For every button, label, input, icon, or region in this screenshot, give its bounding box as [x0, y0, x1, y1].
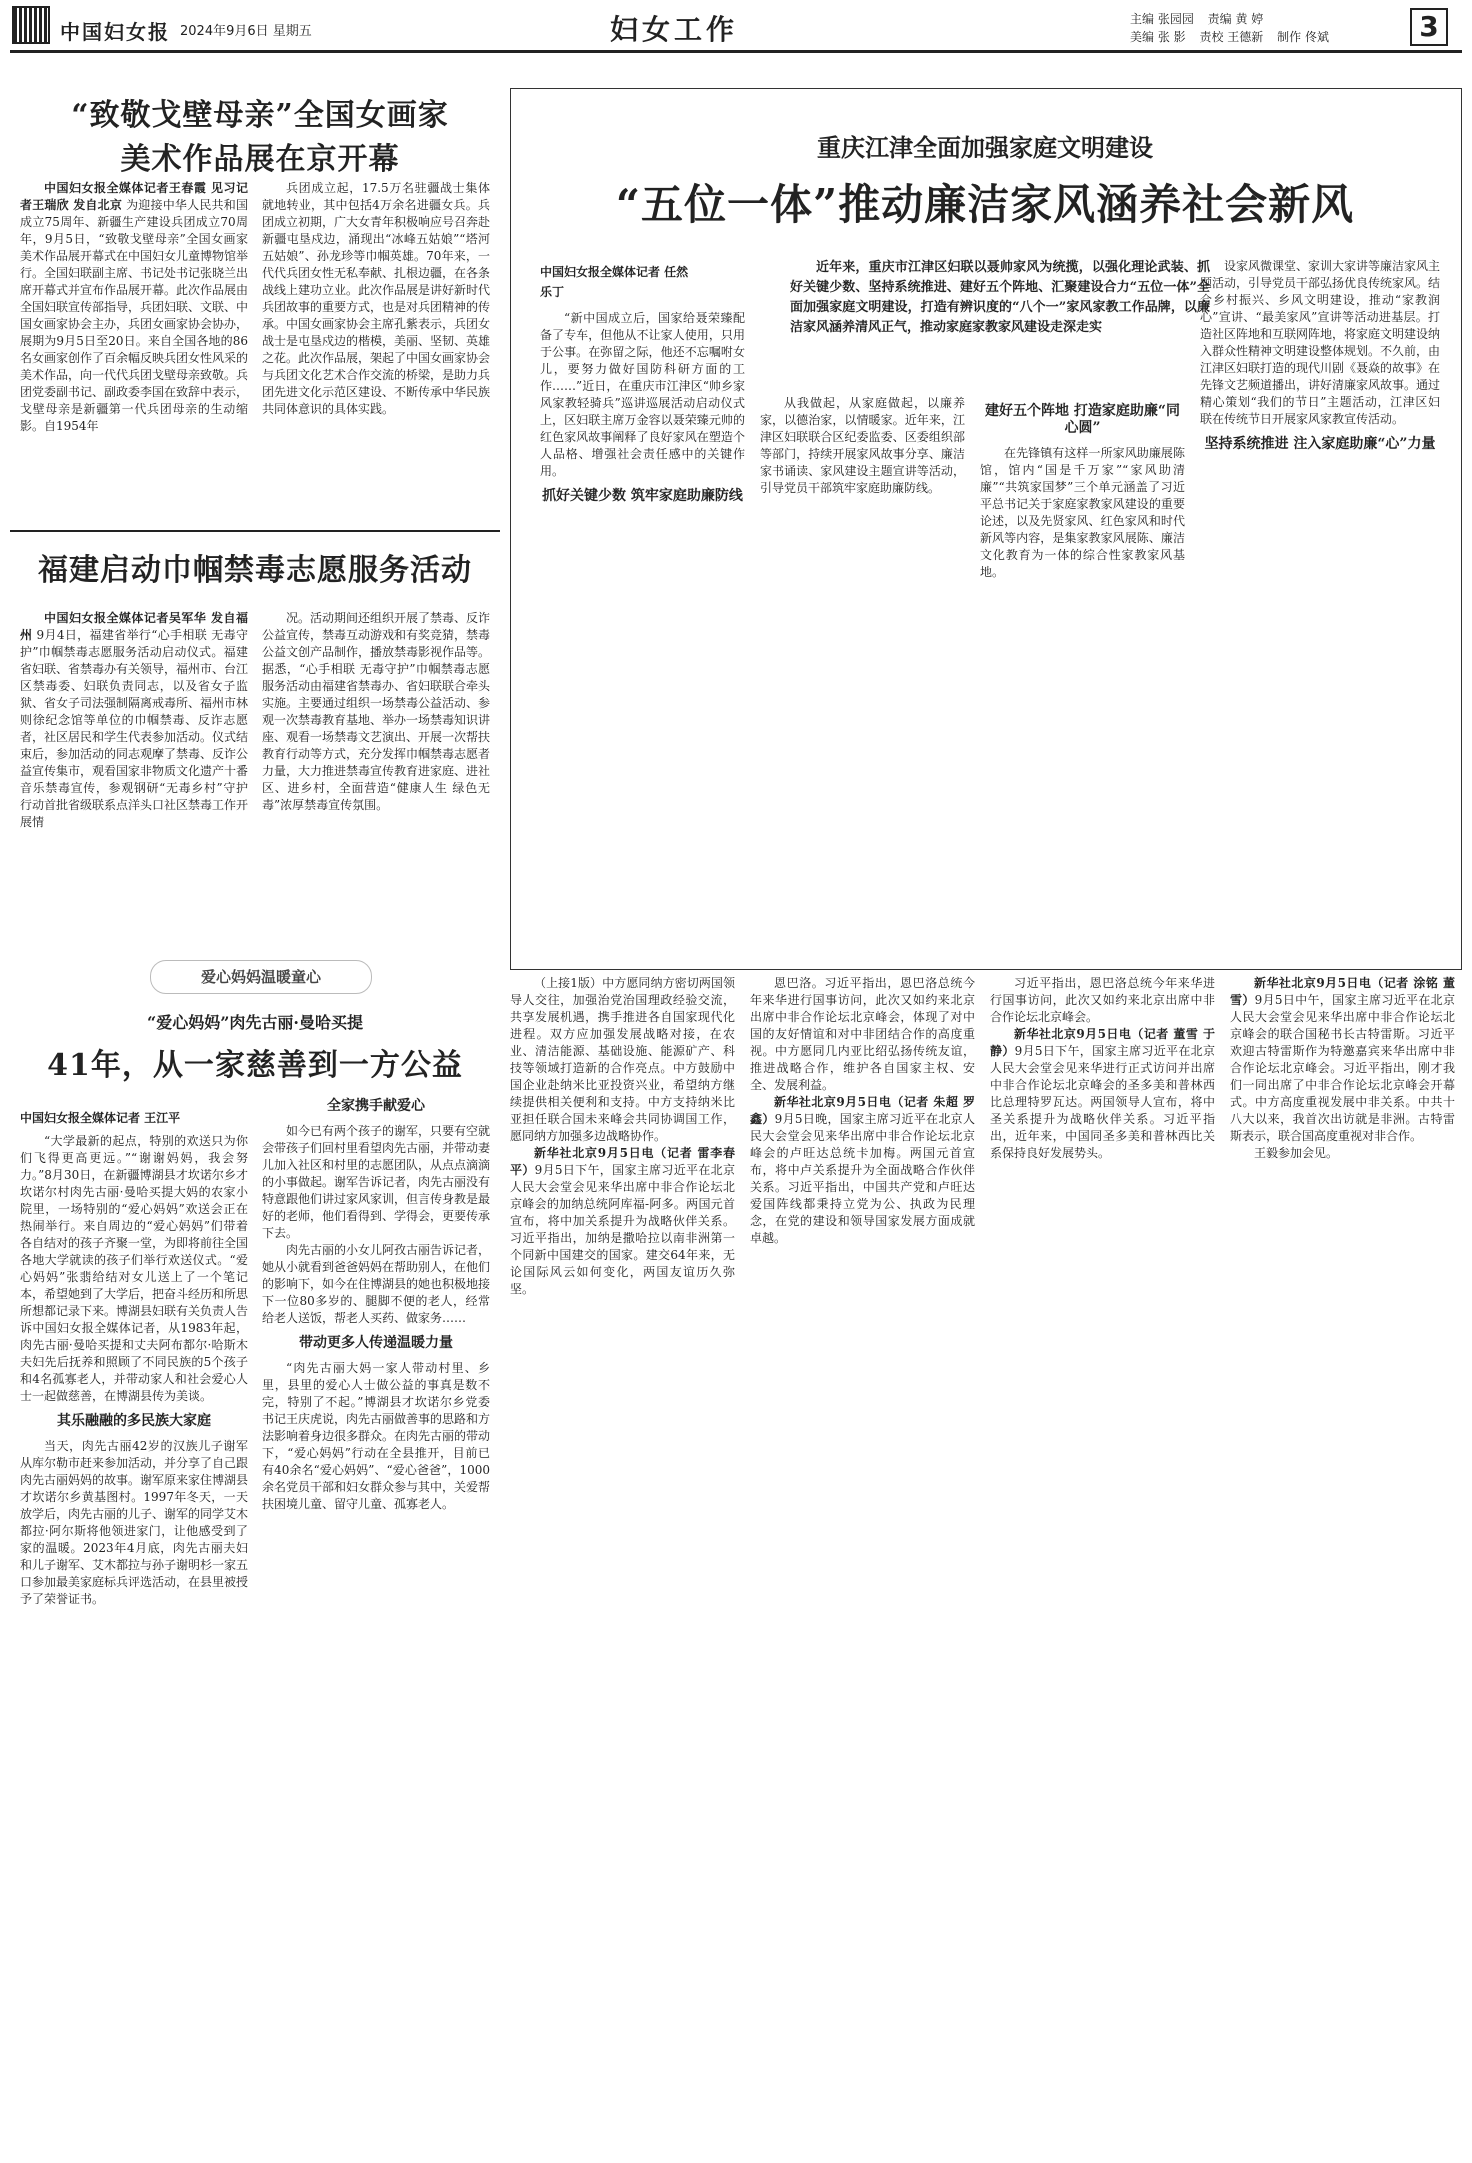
news-column-4 — [1230, 975, 1455, 2155]
credit-item: 责校 王德新 — [1199, 30, 1264, 44]
article2-title: 福建启动巾帼禁毒志愿服务活动 — [38, 553, 472, 588]
credit-item: 责编 黄 婷 — [1207, 12, 1264, 26]
article1-text: 兵团成立起，17.5万名驻疆战士集体就地转业，其中包括4万余名进疆女兵。兵团成立初期，广大女青年积极响应号召奔赴新疆屯垦戍边，涌现出“冰峰五姑娘”“塔河五姑娘”、孙龙珍等巾帼英雄。70年来，一代代兵团女性无私奉献、扎根边疆，在各条战线上建功立业。此次作品展是讲好新时代兵团故事的重要方式，也是对兵团精神的传承。中国女画家协会主席孔紫表示，兵团女战士是屯垦戍边的楷模，美丽、坚韧、英雄之花。此次作品展，架起了中国女画家协会与兵团文化艺术合作交流的桥梁，是助力兵团先进文化示范区建设、不断传承中华民族共同体意识的具体实践。 — [262, 181, 490, 416]
news-dateline: 新华社北京9月5日电（记者 董雪 于静） — [990, 1027, 1215, 1058]
credit-item: 制作 佟斌 — [1277, 30, 1329, 44]
feature-column-2 — [760, 395, 965, 960]
feature-text: “新中国成立后，国家给聂荣臻配备了专车，但他从不让家人使用，只用于公事。在弥留之际，他还不忘嘱咐女儿，要努力做好国防科研方面的工作……”近日，在重庆市江津区“帅乡家风家教轻骑兵”巡讲巡展活动启动仪式上，区妇联主席万金容以聂荣臻元帅的红色家风故事阐释了良好家风在塑造个人品格、增强社会责任感中的关键作用。 — [540, 311, 745, 478]
article3-title: 41年，从一家慈善到一方公益 — [47, 1048, 463, 1083]
feature-byline-1: 中国妇女报全媒体记者 任然 — [540, 265, 689, 279]
article3-subtitle: “爱心妈妈”肉先古丽·曼哈买提 — [147, 1013, 363, 1032]
credit-item: 主编 张园园 — [1130, 12, 1194, 26]
news-text: 9月5日晚，国家主席习近平在北京人民大会堂会见来华出席中非合作论坛北京峰会的卢旺达总统卡加梅。两国元首宣布，将中卢关系提升为全面战略合作伙伴关系。习近平指出，中国共产党和卢旺达爱国阵线都秉持立党为公、执政为民理念，在党的建设和领导国家发展方面成就卓越。 — [750, 1112, 975, 1245]
article3-subhead: 其乐融融的多民族大家庭 — [57, 1413, 211, 1429]
feature-subhead: 建好五个阵地 打造家庭助廉“同心圆” — [985, 403, 1180, 436]
news-dateline: 新华社北京9月5日电（记者 朱超 罗鑫） — [750, 1095, 975, 1126]
editor-credits — [1130, 10, 1400, 46]
news-dateline: 新华社北京9月5日电（记者 雷李春平） — [510, 1146, 735, 1177]
article1-column-1 — [20, 180, 248, 480]
article2-text: 况。活动期间还组织开展了禁毒、反诈公益宣传，禁毒互动游戏和有奖竞猜，禁毒公益文创产品制作，播放禁毒影视作品等。据悉，“心手相联 无毒守护”巾帼禁毒志愿服务活动由福建省禁毒办、省妇联联合牵头实施。主要通过组织一场禁毒公益活动、参观一次禁毒教育基地、举办一场禁毒知识讲座、观看一场禁毒文艺演出、开展一次帮扶教育行动等方式，充分发挥巾帼禁毒志愿者力量，大力推进禁毒宣传教育进家庭、进社区、进乡村，全面营造“健康人生 绿色无毒”浓厚禁毒宣传氛围。 — [262, 611, 490, 812]
article3-byline: 中国妇女报全媒体记者 王江平 — [20, 1111, 181, 1125]
feature-title: “五位一体”推动廉洁家风涵养社会新风 — [615, 180, 1355, 229]
feature-text: 设家风微课堂、家训大家讲等廉洁家风主题活动，引导党员干部弘扬优良传统家风。结合乡村振兴、乡风文明建设，推动“家教润心”宣讲、“最美家风”宣讲等活动进基层。打造社区阵地和互联网阵地，将家庭文明建设纳入群众性精神文明建设整体规划。不久前，由江津区妇联打造的现代川剧《聂焱的故事》在先锋文艺频道播出，讲好清廉家风故事。通过精心策划“我们的节日”主题活动，江津区妇联在传统节日开展家风家教宣传活动。 — [1200, 259, 1440, 426]
article1-text: 为迎接中华人民共和国成立75周年、新疆生产建设兵团成立70周年，9月5日，“致敬戈壁母亲”全国女画家美术作品展开幕式在中国妇女儿童博物馆举行。全国妇联副主席、书记处书记张晓兰出席开幕式并宣布作品展开幕。此次作品展由全国妇联宣传部指导，兵团妇联、文联、中国女画家协会主办，兵团女画家协会协办，展期为9月5日至20日。来自全国各地的86名女画家创作了百余幅反映兵团女性风采的美术作品，向一代代兵团戈壁母亲致敬。兵团党委副书记、副政委李国在致辞中表示，戈壁母亲是新疆第一代兵团母亲的生动缩影。自1954年 — [20, 198, 248, 433]
article3-text: 当天，肉先古丽42岁的汉族儿子谢军从库尔勒市赶来参加活动，并分享了自己跟肉先古丽妈妈的故事。谢军原来家住博湖县才坎诺尔乡黄基图村。1997年冬天，一天放学后，肉先古丽的儿子、谢军的同学艾木都拉·阿尔斯将他领进家门，让他感受到了家的温暖。2023年4月底，肉先古丽夫妇和儿子谢军、艾木都拉与孙子谢明杉一家五口参加最美家庭标兵评选活动，在县里被授予了荣誉证书。 — [20, 1439, 248, 1606]
article3-column-1 — [20, 1110, 248, 2150]
news-text: 9月5日下午，国家主席习近平在北京人民大会堂会见来华出席中非合作论坛北京峰会的加纳总统阿库福-阿多。两国元首宣布，将中加关系提升为战略伙伴关系。习近平指出，加纳是撒哈拉以南非洲第一个同新中国建交的国家。建交64年来，无论国际风云如何变化，两国友谊历久弥坚。 — [510, 1163, 735, 1296]
feature-subhead: 抓好关键少数 筑牢家庭助廉防线 — [542, 488, 743, 504]
article2-byline: 中国妇女报全媒体记者吴军华 发自福州 — [20, 611, 248, 642]
news-column-1 — [510, 975, 735, 2155]
masthead — [0, 0, 1472, 50]
article1-title — [20, 90, 500, 178]
feature-column-1 — [540, 310, 745, 960]
article1-byline: 中国妇女报全媒体记者王春霞 见习记者王瑞欣 发自北京 — [20, 181, 248, 212]
article3-subhead: 全家携手献爱心 — [327, 1098, 425, 1114]
article3-text: 如今已有两个孩子的谢军，只要有空就会带孩子们回村里看望肉先古丽，并带动妻儿加入社区和村里的志愿团队，从点点滴滴的小事做起。谢军告诉记者，肉先古丽没有特意跟他们讲过家风家训，但言传身教是最好的老师，他们看得到、学得会，更要传承下去。 — [262, 1124, 490, 1240]
feature-subtitle: 重庆江津全面加强家庭文明建设 — [817, 133, 1153, 162]
feature-lede: 近年来，重庆市江津区妇联以聂帅家风为统揽，以强化理论武装、抓好关键少数、坚持系统推进、建好五个阵地、汇聚建设合力“五位一体”全面加强家庭文明建设，打造有辨识度的“八个一”家风家教工作品牌，以廉洁家风涵养清风正气，推动家庭家教家风建设走深走实 — [790, 260, 1210, 335]
news-text: 习近平指出，恩巴洛总统今年来华进行国事访问，此次又如约来北京出席中非合作论坛北京峰会。 — [990, 976, 1215, 1024]
news-text: 9月5日下午，国家主席习近平在北京人民大会堂会见来华进行正式访问并出席中非合作论坛北京峰会的圣多美和普林西比总理特罗瓦达。两国领导人宣布，将中圣关系提升为战略伙伴关系。习近平指出，近年来，中国同圣多美和普林西比关系保持良好发展势头。 — [990, 1044, 1215, 1160]
divider — [10, 530, 500, 532]
section-name: 妇女工作 — [610, 13, 739, 46]
article1-title-line2: 美术作品展在京开幕 — [120, 142, 400, 177]
article3-text: “大学最新的起点，特别的欢送只为你们飞得更高更远。”“谢谢妈妈，我会努力。”8月30日，在新疆博湖县才坎诺尔乡才坎诺尔村肉先古丽·曼哈买提大妈的农家小院里，一场特别的“爱心妈妈”欢送会正在热闹举行。来自周边的“爱心妈妈”们带着各自结对的孩子齐聚一堂，为即将前往全国各地大学就读的孩子们举行欢送仪式。“爱心妈妈”张翡给结对女儿送上了一个笔记本，希望她到了大学后，把奋斗经历和所思所想都记录下来。博湖县妇联有关负责人告诉中国妇女报全媒体记者，从1983年起，肉先古丽·曼哈买提和丈夫阿布都尔·哈斯木夫妇先后抚养和照顾了不同民族的5个孩子和4名孤寡老人，并带动家人和社会爱心人士一起做慈善，在博湖县传为美谈。 — [20, 1134, 248, 1403]
feature-text: 从我做起，从家庭做起，以廉养家，以德治家，以情暖家。近年来，江津区妇联联合区纪委监委、区委组织部等部门，持续开展家风故事分享、廉洁家书诵读、家风建设主题宣讲等活动，引导党员干部筑牢家庭助廉防线。 — [760, 396, 965, 495]
news-text: 恩巴洛。习近平指出，恩巴洛总统今年来华进行国事访问，此次又如约来北京出席中非合作论坛北京峰会，体现了对中国的友好情谊和对中非团结合作的高度重视。中方愿同几内亚比绍弘扬传统友谊，推进战略合作，维护各自国家主权、安全、发展利益。 — [750, 976, 975, 1092]
news-column-3 — [990, 975, 1215, 2155]
feature-subhead: 坚持系统推进 注入家庭助廉“心”力量 — [1204, 436, 1436, 452]
feature-column-4 — [1200, 258, 1440, 958]
feature-text: 在先锋镇有这样一所家风助廉展陈馆，馆内“国是千万家”“家风助清廉”“共筑家国梦”三个单元涵盖了习近平总书记关于家庭家教家风建设的重要论述，以及先贤家风、红色家风和时代新风等内容，是集家教家风展陈、廉洁文化教育为一体的综合性家教家风基地。 — [980, 446, 1185, 579]
issue-date: 2024年9月6日 星期五 — [180, 24, 312, 39]
article2-column-2 — [262, 610, 490, 950]
paper-name: 中国妇女报 — [60, 20, 170, 44]
article2-text: 9月4日，福建省举行“心手相联 无毒守护”巾帼禁毒志愿服务活动启动仪式。福建省妇联、省禁毒办有关领导，福州市、台江区禁毒委、妇联负责同志，以及省女子监狱、省女子司法强制隔离戒毒所、福州市林则徐纪念馆等单位的巾帼禁毒、反诈志愿者，社区居民和学生代表参加活动。仪式结束后，参加活动的同志观摩了禁毒、反诈公益宣传集市，观看国家非物质文化遗产十番音乐禁毒宣传，参观钢研“无毒乡村”守护行动首批省级联系点洋头口社区禁毒工作开展情 — [20, 628, 248, 829]
news-column-2 — [750, 975, 975, 2155]
feature-column-3 — [980, 395, 1185, 960]
article2-column-1 — [20, 610, 248, 950]
article3-subhead: 带动更多人传递温暖力量 — [299, 1335, 453, 1351]
feature-byline — [540, 262, 750, 302]
article3-text: 肉先古丽的小女儿阿孜古丽告诉记者，她从小就看到爸爸妈妈在帮助别人，在他们的影响下，如今在住博湖县的她也积极地接下一位80多岁的、腿脚不便的老人，经常给老人送饭，帮老人买药、做家务…… — [262, 1243, 490, 1325]
article1-title-line1: “致敬戈壁母亲”全国女画家 — [71, 98, 449, 133]
section-banner: 爱心妈妈温暖童心 — [150, 960, 372, 994]
article3-text: “肉先古丽大妈一家人带动村里、乡里，县里的爱心人士做公益的事真是数不完，特别了不起。”博湖县才坎诺尔乡党委书记王庆虎说，肉先古丽做善事的思路和方法影响着身边很多群众。在肉先古丽的带动下，“爱心妈妈”行动在全县推开，目前已有40余名“爱心妈妈”、“爱心爸爸”，1000余名党员干部和妇女群众参与其中，关爱帮扶困境儿童、留守儿童、孤寡老人。 — [262, 1361, 490, 1511]
news-text: （上接1版）中方愿同纳方密切两国领导人交往，加强治党治国理政经验交流，共享发展机遇，携手推进各自国家现代化进程。双方应加强发展战略对接，在农业、清洁能源、基础设施、能源矿产、科技等领域打造新的合作亮点。中方鼓励中国企业赴纳米比亚投资兴业，希望纳方继续提供相关便利和支持。中方支持纳米比亚担任联合国未来峰会共同协调国工作，愿同纳方加强多边战略协作。 — [510, 976, 735, 1143]
credit-item: 美编 张 影 — [1130, 30, 1186, 44]
feature-byline-2: 乐丁 — [540, 285, 565, 299]
page-number: 3 — [1410, 8, 1448, 46]
article3-column-2 — [262, 1090, 490, 2150]
article1-column-2 — [262, 180, 490, 480]
news-text: 9月5日中午，国家主席习近平在北京人民大会堂会见来华出席中非合作论坛北京峰会的联合国秘书长古特雷斯。习近平欢迎古特雷斯作为特邀嘉宾来华出席中非合作论坛北京峰会。习近平指出，刚才我们一同出席了中非合作论坛北京峰会开幕式。中方高度重视发展中非关系。中共十八大以来，我首次出访就是非洲。古特雷斯表示，联合国高度重视对非合作。 — [1230, 993, 1455, 1143]
masthead-rule — [10, 50, 1462, 53]
qr-code-icon — [14, 8, 48, 42]
news-dateline: 新华社北京9月5日电（记者 涂铭 董雪） — [1230, 976, 1455, 1007]
news-end-note: 王毅参加会见。 — [1254, 1146, 1339, 1160]
